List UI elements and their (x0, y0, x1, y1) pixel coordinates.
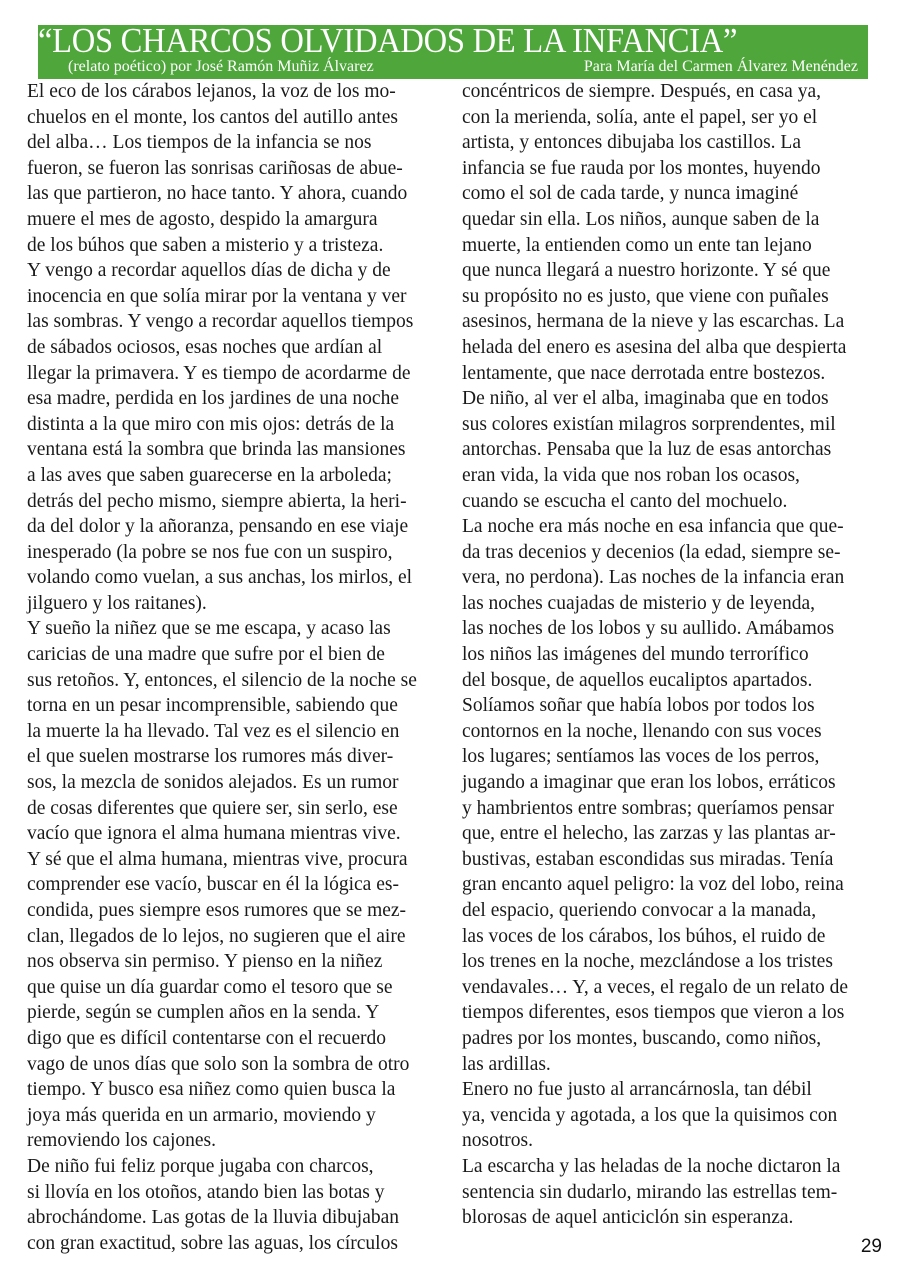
text-line: vago de unos días que solo son la sombra de otro (27, 1053, 410, 1075)
text-line: muere el mes de agosto, despido la amargura (27, 208, 378, 230)
text-line: clan, llegados de lo lejos, no sugieren que el aire (27, 925, 406, 947)
text-line: Enero no fue justo al arrancárnosla, tan débil (462, 1079, 812, 1101)
text-line: sentencia sin dudarlo, mirando las estrellas tem- (462, 1181, 838, 1203)
right-text-column (462, 79, 848, 1231)
text-line: nosotros. (462, 1130, 533, 1152)
text-line: ya, vencida y agotada, a los que la quisimos con (462, 1104, 838, 1126)
text-line: abrochándome. Las gotas de la lluvia dibujaban (27, 1207, 400, 1229)
text-line: las sombras. Y vengo a recordar aquellos tiempos (27, 311, 414, 333)
text-line: esa madre, perdida en los jardines de una noche (27, 388, 399, 410)
text-line: con gran exactitud, sobre las aguas, los círculos (27, 1232, 398, 1254)
text-line: volando como vuelan, a sus anchas, los mirlos, el (27, 567, 413, 589)
text-line: que nunca llegará a nuestro horizonte. Y sé que (462, 260, 831, 282)
text-line: los niños las imágenes del mundo terrorífico (462, 644, 809, 666)
text-line: y hambrientos entre sombras; queríamos pensar (462, 797, 835, 819)
text-line: comprender ese vacío, buscar en él la lógica es- (27, 874, 399, 896)
text-line: distinta a la que miro con mis ojos: detrás de la (27, 413, 395, 435)
dedication: Para María del Carmen Álvarez Menéndez (583, 58, 858, 75)
text-line: las noches de los lobos y su aullido. Amábamos (462, 618, 835, 640)
text-line: fueron, se fueron las sonrisas cariñosas de abue- (27, 157, 403, 179)
text-line: artista, y entonces dibujaba los castillos. La (462, 132, 801, 154)
text-line: La noche era más noche en esa infancia que que- (462, 516, 844, 538)
text-line: la muerte la ha llevado. Tal vez es el silencio en (27, 720, 400, 742)
text-line: vendavales… Y, a veces, el regalo de un relato de (462, 976, 849, 998)
text-line: cuando se escucha el canto del mochuelo. (462, 490, 788, 512)
text-line: nos observa sin permiso. Y pienso en la niñez (27, 951, 383, 973)
text-line: vera, no perdona). Las noches de la infancia eran (462, 567, 845, 589)
text-line: de sábados ociosos, esas noches que ardían al (27, 336, 383, 358)
text-line: blorosas de aquel anticiclón sin esperanza. (462, 1207, 794, 1229)
text-line: caricias de una madre que sufre por el bien de (27, 644, 385, 666)
text-line: su propósito no es justo, que viene con puñales (462, 285, 829, 307)
text-line: las ardillas. (462, 1053, 551, 1075)
text-line: que quise un día guardar como el tesoro que se (27, 976, 393, 998)
text-line: ventana está la sombra que brinda las mansiones (27, 439, 406, 461)
text-line: da tras decenios y decenios (la edad, siempre se- (462, 541, 841, 563)
page-title: “LOS CHARCOS OLVIDADOS DE LA INFANCIA” (38, 21, 738, 60)
text-line: vacío que ignora el alma humana mientras vive. (27, 823, 401, 845)
text-line: joya más querida en un armario, moviendo y (27, 1104, 376, 1126)
page-number: 29 (860, 1236, 882, 1257)
text-line: inocencia en que solía mirar por la ventana y ver (27, 285, 407, 307)
title-banner (38, 21, 868, 79)
text-line: el que suelen mostrarse los rumores más diver- (27, 746, 394, 768)
text-line: inesperado (la pobre se nos fue con un suspiro, (27, 541, 393, 563)
text-line: torna en un pesar incomprensible, sabiendo que (27, 695, 398, 717)
text-line: contornos en la noche, llenando con sus voces (462, 720, 822, 742)
text-line: las noches cuajadas de misterio y de leyenda, (462, 592, 816, 614)
text-line: condida, pues siempre esos rumores que se mez- (27, 900, 407, 921)
text-line: del bosque, de aquellos eucaliptos apartados. (462, 669, 813, 691)
text-line: asesinos, hermana de la nieve y las escarchas. La (462, 311, 845, 333)
text-line: con la merienda, solía, ante el papel, ser yo el (462, 106, 818, 128)
text-line: Solíamos soñar que había lobos por todos los (462, 695, 815, 717)
text-line: helada del enero es asesina del alba que despierta (462, 336, 847, 358)
text-line: los lugares; sentíamos las voces de los perros, (462, 746, 820, 768)
text-line: pierde, según se cumplen años en la senda. Y (27, 1002, 380, 1024)
text-line: De niño, al ver el alba, imaginaba que en todos (462, 388, 829, 410)
text-line: Y sueño la niñez que se me escapa, y acaso las (27, 618, 391, 640)
text-line: sus colores existían milagros sorprendentes, mil (462, 413, 836, 435)
text-line: La escarcha y las heladas de la noche dictaron la (462, 1155, 841, 1177)
text-line: chuelos en el monte, los cantos del autillo antes (27, 106, 398, 128)
text-line: infancia se fue rauda por los montes, huyendo (462, 157, 821, 179)
text-line: si llovía en los otoños, atando bien las botas y (27, 1181, 385, 1203)
text-line: las que partieron, no hace tanto. Y ahora, cuando (27, 183, 408, 205)
left-text-column (27, 79, 417, 1256)
text-line: padres por los montes, buscando, como niños, (462, 1027, 822, 1049)
text-line: las voces de los cárabos, los búhos, el ruido de (462, 925, 826, 947)
text-line: antorchas. Pensaba que la luz de esas antorchas (462, 439, 832, 461)
text-line: tiempos diferentes, esos tiempos que vieron a los (462, 1002, 845, 1024)
text-line: como el sol de cada tarde, y nunca imaginé (462, 183, 799, 205)
text-line: jugando a imaginar que eran los lobos, erráticos (462, 772, 836, 794)
text-line: eran vida, la vida que nos roban los ocasos, (462, 464, 800, 486)
text-line: del espacio, queriendo convocar a la manada, (462, 900, 817, 921)
text-line: El eco de los cárabos lejanos, la voz de los mo- (27, 81, 396, 102)
text-line: quedar sin ella. Los niños, aunque saben de la (462, 208, 820, 230)
text-line: detrás del pecho mismo, siempre abierta, la heri- (27, 490, 407, 512)
text-line: jilguero y los raitanes). (27, 592, 207, 614)
text-line: lentamente, que nace derrotada entre bostezos. (462, 362, 826, 384)
text-line: gran encanto aquel peligro: la voz del lobo, reina (462, 874, 844, 896)
text-line: digo que es difícil contentarse con el recuerdo (27, 1027, 386, 1049)
text-line: de los búhos que saben a misterio y a tristeza. (27, 234, 384, 256)
text-line: del alba… Los tiempos de la infancia se nos (27, 132, 372, 154)
text-line: de cosas diferentes que quiere ser, sin serlo, ese (27, 797, 398, 819)
text-line: sus retoños. Y, entonces, el silencio de la noche se (27, 669, 417, 691)
text-line: bustivas, estaban escondidas sus miradas. Tenía (462, 848, 834, 870)
text-line: a las aves que saben guarecerse en la arboleda; (27, 464, 392, 486)
text-line: Y sé que el alma humana, mientras vive, procura (27, 848, 408, 870)
author-byline: (relato poético) por José Ramón Muñiz Álvarez (68, 58, 374, 75)
text-line: sos, la mezcla de sonidos alejados. Es un rumor (27, 772, 399, 794)
text-line: llegar la primavera. Y es tiempo de acordarme de (27, 362, 411, 384)
text-line: los trenes en la noche, mezclándose a los tristes (462, 951, 833, 973)
text-line: muerte, la entienden como un ente tan lejano (462, 234, 812, 256)
text-line: tiempo. Y busco esa niñez como quien busca la (27, 1079, 396, 1101)
text-line: da del dolor y la añoranza, pensando en ese viaje (27, 516, 409, 538)
text-line: concéntricos de siempre. Después, en casa ya, (462, 81, 821, 102)
text-line: que, entre el helecho, las zarzas y las plantas ar- (462, 823, 836, 845)
text-line: removiendo los cajones. (27, 1130, 216, 1152)
text-line: Y vengo a recordar aquellos días de dicha y de (27, 260, 391, 282)
text-line: De niño fui feliz porque jugaba con charcos, (27, 1155, 374, 1177)
